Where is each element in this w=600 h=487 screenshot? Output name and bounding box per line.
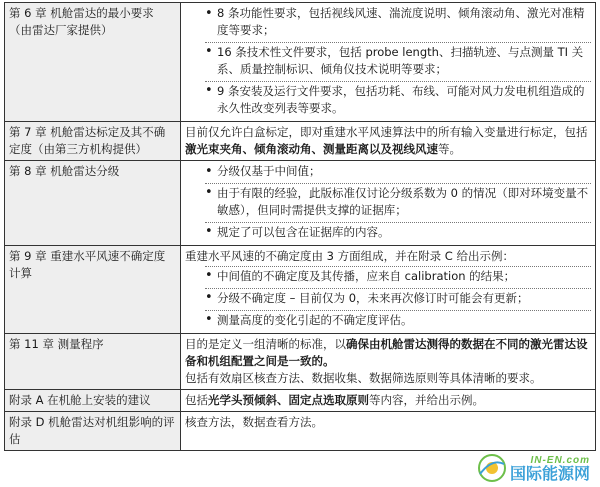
list-item: • 9 条安装及运行文件要求，包括功耗、布线、可能对风力发电机组造成的永久性改变列表等要求。	[205, 81, 591, 119]
table-row	[5, 122, 596, 161]
cell-text: 重建水平风速的不确定度由 3 方面组成，并在附录 C 给出示例：	[185, 249, 514, 263]
bullet-list	[185, 266, 591, 331]
list-item: • 由于有限的经验，此版标准仅讨论分级系数为 0 的情况（即对环境变量不敏感），但同时需提供支撑的证据库；	[205, 183, 591, 221]
chapter-cell: 第 7 章 机舱雷达标定及其不确定度（由第三方机构提供）	[5, 122, 181, 161]
chapter-cell: 第 6 章 机舱雷达的最小要求（由雷达厂家提供）	[5, 3, 181, 122]
chapter-cell: 附录 D 机舱雷达对机组影响的评估	[5, 412, 181, 451]
bullet-list	[185, 163, 591, 243]
table-row	[5, 412, 596, 451]
list-item: • 规定了可以包含在证据库的内容。	[205, 222, 591, 243]
chapter-cell: 第 11 章 测量程序	[5, 334, 181, 390]
list-item: • 中间值的不确定度及其传播，应来自 calibration 的结果；	[205, 266, 591, 287]
cell-text: 包括	[185, 393, 208, 407]
requirements-table	[4, 2, 596, 451]
content-cell	[181, 3, 596, 122]
cell-text: 等。	[438, 142, 461, 156]
table-row	[5, 246, 596, 334]
table-row	[5, 390, 596, 412]
content-cell: 核查方法，数据查看方法。	[181, 412, 596, 451]
watermark-en: IN-EN.com	[530, 455, 590, 466]
chapter-cell: 附录 A 在机舱上安装的建议	[5, 390, 181, 412]
cell-text-bold: 光学头预倾斜、固定点选取原则	[208, 393, 369, 407]
cell-text-bold: 激光束夹角、倾角滚动角、测量距离以及视线风速	[185, 142, 438, 156]
table-row	[5, 334, 596, 390]
list-item: • 分级不确定度 – 目前仅为 0，未来再次修订时可能会有更新；	[205, 288, 591, 309]
chapter-cell: 第 9 章 重建水平风速不确定度计算	[5, 246, 181, 334]
chapter-cell: 第 8 章 机舱雷达分级	[5, 161, 181, 246]
watermark-cn: 国际能源网	[509, 464, 590, 483]
in-en-logo-icon	[476, 452, 508, 484]
content-cell	[181, 161, 596, 246]
content-cell	[181, 122, 596, 161]
cell-text: 目的是定义一组清晰的标准，以	[185, 337, 346, 351]
content-cell	[181, 334, 596, 390]
cell-text: 等内容，并给出示例。	[369, 393, 484, 407]
cell-text-bold: 确保由机舱雷达测得的数据在不同的激光雷达设备和机组配置之间是一致的。	[185, 337, 588, 368]
list-item: • 测量高度的变化引起的不确定度评估。	[205, 310, 591, 331]
content-cell	[181, 390, 596, 412]
list-item: • 8 条功能性要求，包括视线风速、湍流度说明、倾角滚动角、激光对准精度等要求；	[205, 5, 591, 41]
cell-text: 包括有效扇区核查方法、数据收集、数据筛选原则等具体清晰的要求。	[185, 371, 542, 385]
list-item: • 分级仅基于中间值；	[205, 163, 591, 182]
content-cell	[181, 246, 596, 334]
table-row	[5, 3, 596, 122]
bullet-list	[185, 5, 591, 119]
table-row	[5, 161, 596, 246]
list-item: • 16 条技术性文件要求，包括 probe length、扫描轨迹、与点测量 TI 关系、质量控制标识、倾角仪技术说明等要求；	[205, 42, 591, 80]
cell-text: 目前仅允许白盒标定，即对重建水平风速算法中的所有输入变量进行标定，包括	[185, 125, 588, 139]
watermark	[510, 456, 590, 482]
